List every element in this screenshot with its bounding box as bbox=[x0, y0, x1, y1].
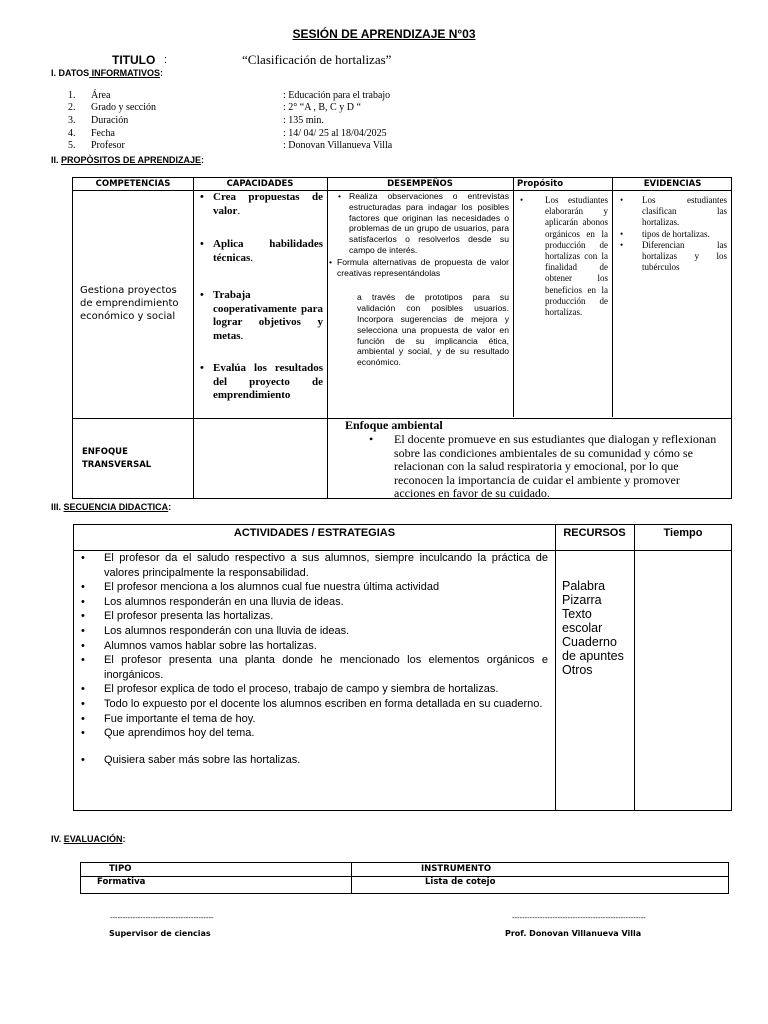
recursos-list bbox=[562, 579, 632, 677]
datos-item-label: Profesor bbox=[91, 140, 125, 151]
evidencias-list bbox=[615, 195, 727, 273]
actividad-text: Que aprendimos hoy del tema. bbox=[104, 727, 255, 740]
capacidad-item bbox=[197, 289, 323, 343]
section-evaluacion-title: EVALUACIÓN bbox=[63, 834, 123, 844]
capacidad-suffix: . bbox=[240, 329, 244, 342]
actividad-item bbox=[80, 682, 548, 697]
enfoque-label: ENFOQUE TRANSVERSAL bbox=[82, 447, 152, 470]
recurso-item: de apuntes bbox=[562, 649, 624, 663]
actividad-item bbox=[80, 753, 548, 768]
datos-item-num: 4. bbox=[68, 128, 76, 139]
datos-item-num: 1. bbox=[68, 90, 76, 101]
datos-item-num: 5. bbox=[68, 140, 76, 151]
capacidad-item bbox=[197, 238, 323, 265]
actividad-text: El profesor presenta una planta donde he mencionado los elementos orgánicos e inorgánicos. bbox=[104, 654, 548, 681]
table-divider bbox=[612, 178, 613, 417]
capacidad-text: Crea propuestas de valor bbox=[213, 191, 323, 217]
desempeno-item bbox=[329, 257, 509, 279]
signature-supervisor: Supervisor de ciencias bbox=[109, 929, 211, 938]
recurso-item: Otros bbox=[562, 663, 593, 677]
bullet-icon: • bbox=[338, 191, 342, 201]
document-title: SESIÓN DE APRENDIZAJE N°03 bbox=[292, 27, 476, 41]
recurso-item: escolar bbox=[562, 621, 603, 635]
section-propositos-heading bbox=[51, 155, 204, 165]
actividades-list bbox=[80, 551, 548, 767]
datos-item-label: Grado y sección bbox=[91, 102, 156, 113]
column-header-desempenos: DESEMPEÑOS bbox=[387, 179, 453, 189]
actividad-text: Los alumnos responderán con una lluvia de ideas. bbox=[104, 624, 350, 637]
bullet-icon: • bbox=[200, 362, 204, 374]
table-divider bbox=[513, 178, 514, 417]
table-divider bbox=[81, 876, 728, 877]
bullet-icon: • bbox=[81, 595, 85, 608]
actividad-item bbox=[80, 609, 548, 624]
recurso-item: Pizarra bbox=[562, 593, 602, 607]
actividad-text: El profesor explica de todo el proceso, trabajo de campo y siembra de hortalizas. bbox=[104, 683, 499, 696]
bullet-icon: • bbox=[81, 624, 85, 637]
evidencia-text: Diferencian las hortalizas y los tubérculos bbox=[642, 239, 727, 273]
datos-item-value: : 14/ 04/ 25 al 18/04/2025 bbox=[283, 128, 387, 139]
table-divider bbox=[327, 178, 328, 498]
evidencia-item bbox=[615, 195, 727, 229]
signature-line-left: ----------------------------------------- bbox=[110, 914, 214, 922]
column-header-instrumento: INSTRUMENTO bbox=[421, 864, 492, 874]
actividad-text: Alumnos vamos hablar sobre las hortalizas. bbox=[104, 639, 317, 652]
section-propositos-colon: : bbox=[201, 155, 205, 165]
section-datos-prefix: I. DATOS bbox=[51, 68, 90, 78]
bullet-icon: • bbox=[620, 228, 624, 239]
section-evaluacion-prefix: IV. bbox=[51, 834, 64, 844]
titulo-value: “Clasificación de hortalizas” bbox=[242, 52, 392, 67]
column-header-competencias: COMPETENCIAS bbox=[95, 179, 171, 189]
datos-item bbox=[0, 140, 768, 153]
competencia-text: Gestiona proyectos de emprendimiento económico y social bbox=[80, 285, 179, 322]
bullet-icon: • bbox=[81, 727, 85, 740]
datos-item-label: Área bbox=[91, 90, 111, 101]
signature-profesor: Prof. Donovan Villanueva Villa bbox=[505, 929, 642, 938]
bullet-icon: • bbox=[329, 256, 333, 267]
datos-item-label: Fecha bbox=[91, 128, 115, 139]
column-header-capacidades: CAPACIDADES bbox=[226, 179, 294, 189]
datos-item-value: : 2° “A , B, C y D “ bbox=[283, 102, 361, 113]
column-header-actividades: ACTIVIDADES / ESTRATEGIAS bbox=[233, 527, 396, 539]
section-datos-colon: : bbox=[160, 68, 164, 78]
actividad-text: Quisiera saber más sobre las hortalizas. bbox=[104, 753, 301, 766]
proposito-text: Los estudiantes elaborarán y aplicarán abonos orgánicos en la producción de hortalizas con la finalidad de obtener los beneficios en la producción de hortalizas. bbox=[545, 195, 608, 318]
datos-item bbox=[0, 102, 768, 115]
secuencia-table bbox=[73, 524, 732, 811]
recurso-item: Palabra bbox=[562, 579, 606, 593]
bullet-icon: • bbox=[369, 432, 374, 446]
datos-item-num: 3. bbox=[68, 115, 76, 126]
actividad-text: El profesor presenta las hortalizas. bbox=[104, 610, 274, 623]
enfoque-text: El docente promueve en sus estudiantes que dialogan y reflexionan sobre las condiciones ambientales de su comunidad y cómo se relacionan con la salud respiratoria y emocional, por lo que reconocen la importancia de cuidar el ambiente y promover acciones en favor de su cuidado. bbox=[394, 432, 717, 501]
datos-item bbox=[0, 115, 768, 128]
section-evaluacion-heading bbox=[51, 834, 126, 844]
bullet-icon: • bbox=[81, 712, 85, 725]
column-header-tipo: TIPO bbox=[109, 864, 132, 874]
bullet-icon: • bbox=[81, 610, 85, 623]
table-divider bbox=[555, 525, 556, 810]
bullet-icon: • bbox=[200, 191, 204, 203]
actividad-item bbox=[80, 653, 548, 682]
bullet-icon: • bbox=[620, 239, 624, 250]
table-divider bbox=[634, 525, 635, 810]
bullet-icon: • bbox=[81, 581, 85, 594]
actividad-text: El profesor da el saludo respectivo a sus alumnos, siempre inculcando la práctica de valores principalmente la responsabilidad. bbox=[104, 552, 548, 579]
actividad-item bbox=[80, 726, 548, 741]
section-secuencia-prefix: III. bbox=[51, 502, 64, 512]
bullet-icon: • bbox=[81, 552, 85, 564]
section-secuencia-title: SECUENCIA DIDACTICA bbox=[63, 502, 169, 512]
section-propositos-prefix: II. bbox=[51, 155, 62, 165]
desempeno-text: a través de prototipos para su validación con posibles usuarios. Incorpora sugerencias de mejora y selecciona una propuesta de valor en función de su implicancia ética, ambiental y social, y de su resultado económico. bbox=[357, 292, 509, 368]
section-secuencia-colon: : bbox=[168, 502, 172, 512]
actividad-item bbox=[80, 639, 548, 654]
actividad-item bbox=[80, 595, 548, 610]
actividad-text: El profesor menciona a los alumnos cual fue nuestra última actividad bbox=[104, 581, 440, 594]
datos-item-value: : 135 min. bbox=[283, 115, 324, 126]
evidencia-item bbox=[615, 240, 727, 274]
actividad-item bbox=[80, 697, 548, 712]
datos-item-num: 2. bbox=[68, 102, 76, 113]
section-secuencia-heading bbox=[51, 502, 171, 512]
capacidad-item bbox=[197, 191, 323, 218]
actividad-text: Fue importante el tema de hoy. bbox=[104, 712, 256, 725]
table-divider bbox=[351, 863, 352, 893]
actividad-item bbox=[80, 580, 548, 595]
bullet-icon: • bbox=[200, 289, 204, 301]
column-header-proposito: Propósito bbox=[517, 179, 564, 189]
evidencia-text: tipos de hortalizas. bbox=[642, 228, 710, 239]
section-propositos-title: PROPÒSITOS DE APRENDIZAJE bbox=[61, 155, 202, 165]
desempeno-text: Realiza observaciones o entrevistas estructuradas para indagar los posibles factores que originan las necesidades o problemas de un grupo de usuarios, para satisfacerlos o resolverlos desde su campo de interés. bbox=[349, 191, 509, 255]
desempeno-text: Formula alternativas de propuesta de valor creativas representándolas bbox=[337, 256, 509, 278]
bullet-icon: • bbox=[81, 683, 85, 696]
evidencia-item bbox=[615, 229, 727, 240]
actividad-text: Todo lo expuesto por el docente los alumnos escriben en forma detallada en su cuaderno. bbox=[104, 697, 543, 710]
capacidad-text: Trabaja cooperativamente para lograr objetivos y metas bbox=[213, 289, 323, 342]
actividad-item bbox=[80, 551, 548, 580]
recurso-item: Texto bbox=[562, 607, 592, 621]
column-header-recursos: RECURSOS bbox=[563, 527, 626, 539]
propositos-table bbox=[72, 177, 732, 499]
titulo-colon: : bbox=[164, 54, 168, 66]
capacidad-text: Aplica habilidades técnicas bbox=[213, 238, 323, 264]
desempenos-list bbox=[329, 191, 509, 368]
actividad-item bbox=[80, 624, 548, 639]
desempeno-item bbox=[329, 191, 509, 256]
titulo-label: TITULO bbox=[112, 53, 156, 67]
bullet-icon: • bbox=[200, 238, 204, 250]
bullet-icon: • bbox=[81, 753, 85, 766]
bullet-icon: • bbox=[520, 195, 524, 205]
column-header-evidencias: EVIDENCIAS bbox=[643, 179, 702, 189]
capacidad-text: Evalúa los resultados del proyecto de emprendimiento bbox=[213, 362, 323, 401]
enfoque-title: Enfoque ambiental bbox=[345, 418, 443, 432]
section-datos-heading bbox=[51, 68, 163, 78]
bullet-icon: • bbox=[81, 639, 85, 652]
table-divider bbox=[193, 178, 194, 498]
capacidad-suffix: . bbox=[237, 204, 241, 217]
signature-line-right: ----------------------------------------------------- bbox=[512, 914, 646, 922]
bullet-icon: • bbox=[620, 195, 624, 205]
proposito-cell bbox=[516, 195, 608, 318]
column-header-tiempo: Tiempo bbox=[663, 527, 703, 539]
eval-instrumento: Lista de cotejo bbox=[425, 877, 496, 887]
eval-tipo: Formativa bbox=[97, 877, 146, 887]
enfoque-body bbox=[369, 433, 721, 501]
actividad-item bbox=[80, 712, 548, 727]
section-evaluacion-colon: : bbox=[122, 834, 126, 844]
evidencia-text: Los estudiantes clasifican las hortalizas. bbox=[642, 195, 727, 228]
datos-item-value: : Educación para el trabajo bbox=[283, 90, 391, 101]
evaluacion-table bbox=[80, 862, 729, 894]
recurso-item: Cuaderno bbox=[562, 635, 617, 649]
actividad-text: Los alumnos responderán en una lluvia de ideas. bbox=[104, 595, 344, 608]
bullet-icon: • bbox=[81, 697, 85, 710]
section-datos-title: INFORMATIVOS bbox=[89, 68, 161, 78]
capacidad-suffix: . bbox=[250, 251, 254, 264]
bullet-icon: • bbox=[81, 654, 85, 667]
capacidad-item bbox=[197, 362, 323, 403]
datos-item-value: : Donovan Villanueva Villa bbox=[283, 140, 393, 151]
datos-item-label: Duración bbox=[91, 115, 129, 126]
